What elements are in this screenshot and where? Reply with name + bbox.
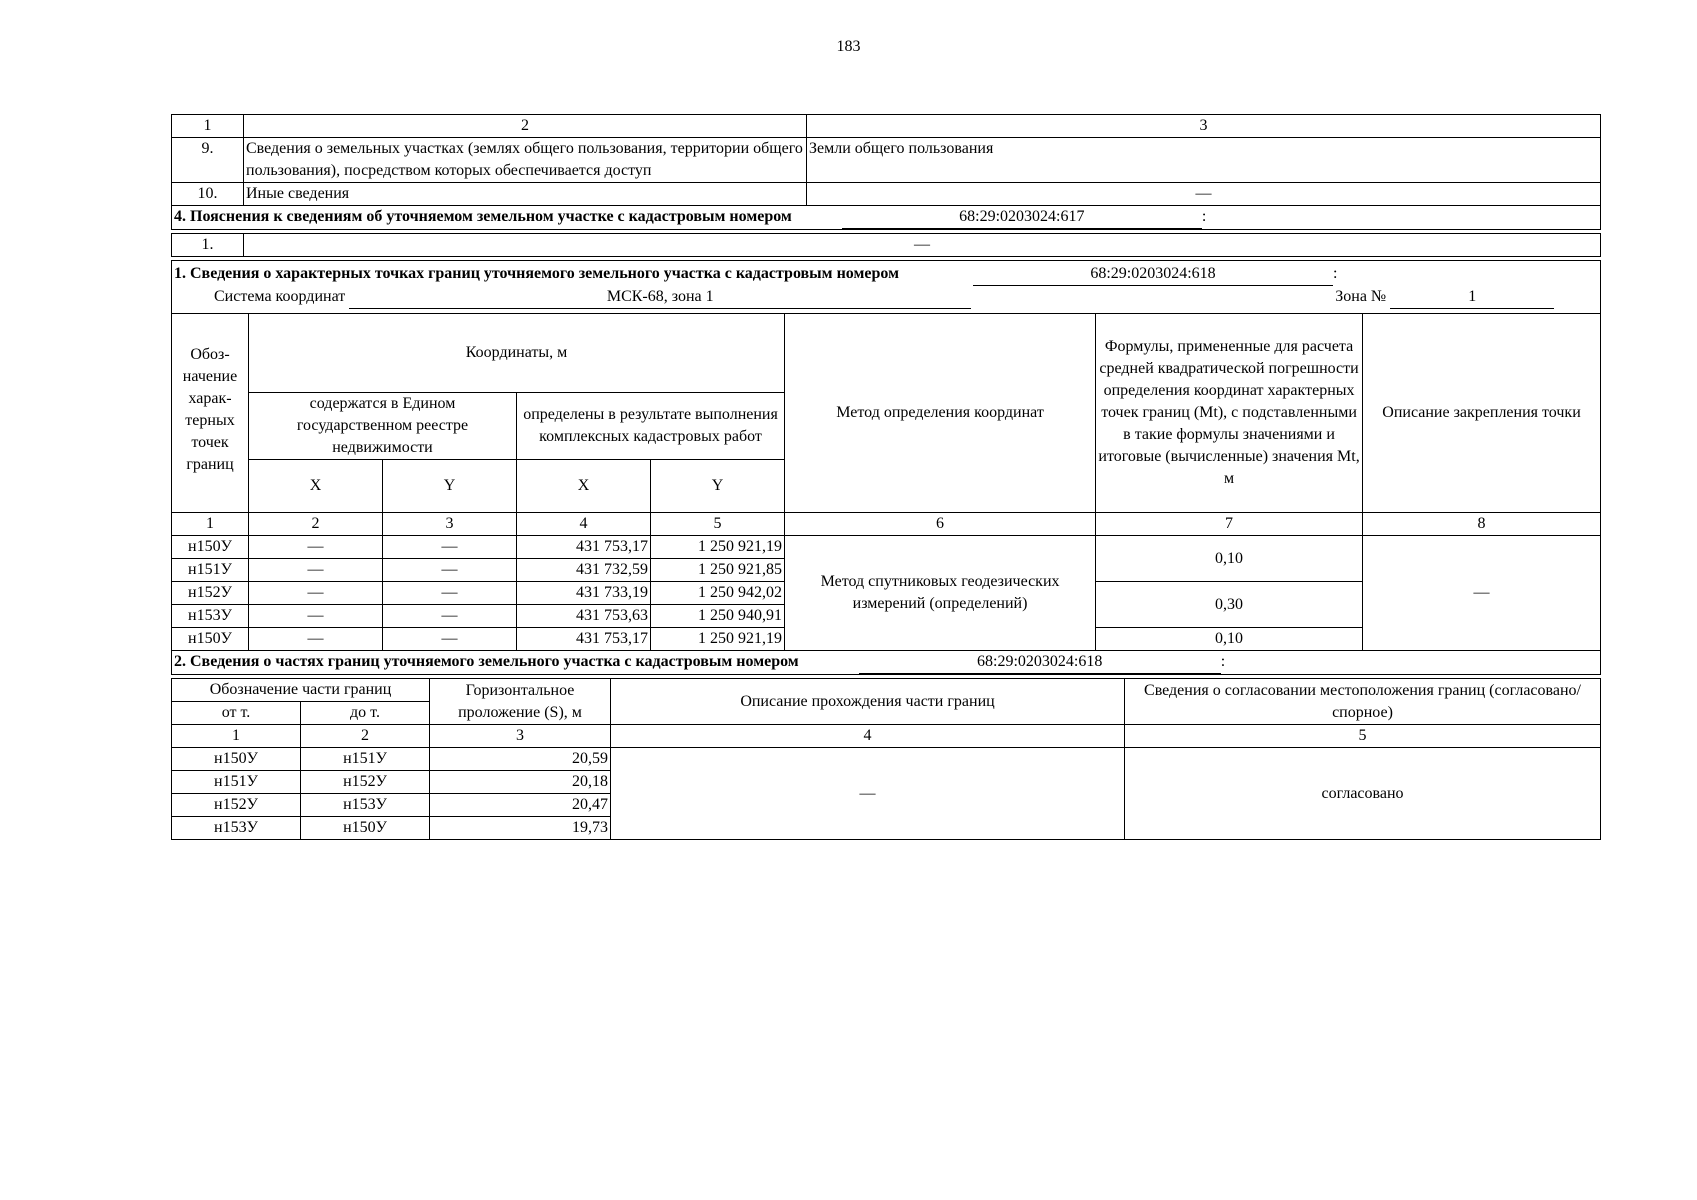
points-table [171,314,1601,651]
part-from: н150У [172,748,301,771]
fixing-header: Описание закрепления точки [1363,314,1601,513]
col-number: 8 [1363,513,1601,536]
coord-system-label: Система координат [214,288,346,305]
part-to: н152У [301,771,430,794]
point-name: н152У [172,582,249,605]
section4-cadastral: 68:29:0203024:617 [842,206,1202,229]
point-y1: — [383,559,517,582]
point-y2: 1 250 942,02 [651,582,785,605]
parts-table [171,678,1601,840]
point-x2: 431 733,19 [517,582,651,605]
point-name: н153У [172,605,249,628]
description-value: — [611,748,1125,840]
col-header-3: 3 [807,115,1601,138]
row-label: Иные сведения [244,183,807,206]
point-x1: — [249,559,383,582]
part-header: Обозначение части границ [172,679,430,702]
col-number: 2 [301,725,430,748]
point-y2: 1 250 921,85 [651,559,785,582]
x2-header: X [517,460,651,513]
mt-value: 0,10 [1096,628,1363,651]
col-number: 5 [651,513,785,536]
zone-value: 1 [1390,286,1554,309]
document-tables [171,114,1601,840]
section4-row-num: 1. [172,234,244,257]
col-number: 4 [611,725,1125,748]
method-header: Метод определения координат [785,314,1096,513]
section4-colon: : [1201,208,1207,225]
point-x2: 431 753,63 [517,605,651,628]
point-y2: 1 250 940,91 [651,605,785,628]
row-num: 9. [172,138,244,183]
y2-header: Y [651,460,785,513]
part-to: н150У [301,817,430,840]
page-number: 183 [836,38,861,55]
fixing-value: — [1363,536,1601,651]
part-length: 20,18 [430,771,611,794]
point-x1: — [249,582,383,605]
col-number: 3 [383,513,517,536]
row-label: Сведения о земельных участках (землях общего пользования, территории общего пользования), посредством которых обеспечивается доступ [244,138,807,183]
point-y1: — [383,582,517,605]
section1-colon: : [1332,265,1338,282]
formulas-header: Формулы, примененные для расчета средней квадратической погрешности определения координат характерных точек границ (Mt), с подставленными в такие формулы значениями и итоговые (вычисленные) значения Mt, м [1096,314,1363,513]
coord-system-value: МСК-68, зона 1 [349,286,971,309]
point-x2: 431 732,59 [517,559,651,582]
point-name: н151У [172,559,249,582]
part-to: н153У [301,794,430,817]
part-length: 20,59 [430,748,611,771]
section4-title-row [172,206,1601,230]
row-num: 10. [172,183,244,206]
method-value: Метод спутниковых геодезических измерений (определений) [785,536,1096,651]
col-number: 6 [785,513,1096,536]
part-from: н152У [172,794,301,817]
point-y1: — [383,628,517,651]
point-name: н150У [172,628,249,651]
to-header: до т. [301,702,430,725]
top-table [171,114,1601,230]
part-from: н151У [172,771,301,794]
col-header-1: 1 [172,115,244,138]
section1-cadastral: 68:29:0203024:618 [973,263,1333,286]
agreement-value: согласовано [1125,748,1601,840]
section4-title: 4. Пояснения к сведениям об уточняемом земельном участке с кадастровым номером [174,208,792,225]
x1-header: X [249,460,383,513]
section2-title-cell [172,651,1601,675]
table-row [172,536,1601,559]
point-y2: 1 250 921,19 [651,536,785,559]
point-x1: — [249,536,383,559]
egrn-header: содержатся в Едином государственном реестре недвижимости [249,393,517,460]
designation-header: Обоз-начение харак-терных точек границ [172,314,249,513]
col-number: 1 [172,513,249,536]
point-name: н150У [172,536,249,559]
part-from: н153У [172,817,301,840]
section2-title: 2. Сведения о частях границ уточняемого земельного участка с кадастровым номером [174,653,799,670]
section4-row-value: — [244,234,1601,257]
section4-table [171,233,1601,257]
col-header-2: 2 [244,115,807,138]
point-y1: — [383,605,517,628]
zone-label: Зона № [1335,288,1387,305]
section2-colon: : [1220,653,1226,670]
table-row [172,748,1601,771]
point-x1: — [249,628,383,651]
row-value: — [807,183,1601,206]
mt-value: 0,10 [1096,536,1363,582]
point-x2: 431 753,17 [517,536,651,559]
section1-title-cell [172,261,1601,314]
complex-header: определены в результате выполнения комплексных кадастровых работ [517,393,785,460]
y1-header: Y [383,460,517,513]
mt-value: 0,30 [1096,582,1363,628]
section2-header [171,651,1601,675]
section1-title: 1. Сведения о характерных точках границ уточняемого земельного участка с кадастровым номером [174,265,899,282]
point-y2: 1 250 921,19 [651,628,785,651]
col-number: 1 [172,725,301,748]
section1-header [171,260,1601,314]
col-number: 5 [1125,725,1601,748]
point-y1: — [383,536,517,559]
point-x2: 431 753,17 [517,628,651,651]
agreement-header: Сведения о согласовании местоположения границ (согласовано/спорное) [1125,679,1601,725]
col-number: 7 [1096,513,1363,536]
col-number: 4 [517,513,651,536]
coords-header: Координаты, м [249,314,785,393]
horizontal-header: Горизонтальное проложение (S), м [430,679,611,725]
part-to: н151У [301,748,430,771]
part-length: 20,47 [430,794,611,817]
row-value: Земли общего пользования [807,138,1601,183]
part-length: 19,73 [430,817,611,840]
description-header: Описание прохождения части границ [611,679,1125,725]
from-header: от т. [172,702,301,725]
point-x1: — [249,605,383,628]
col-number: 2 [249,513,383,536]
col-number: 3 [430,725,611,748]
section2-cadastral: 68:29:0203024:618 [859,651,1221,674]
